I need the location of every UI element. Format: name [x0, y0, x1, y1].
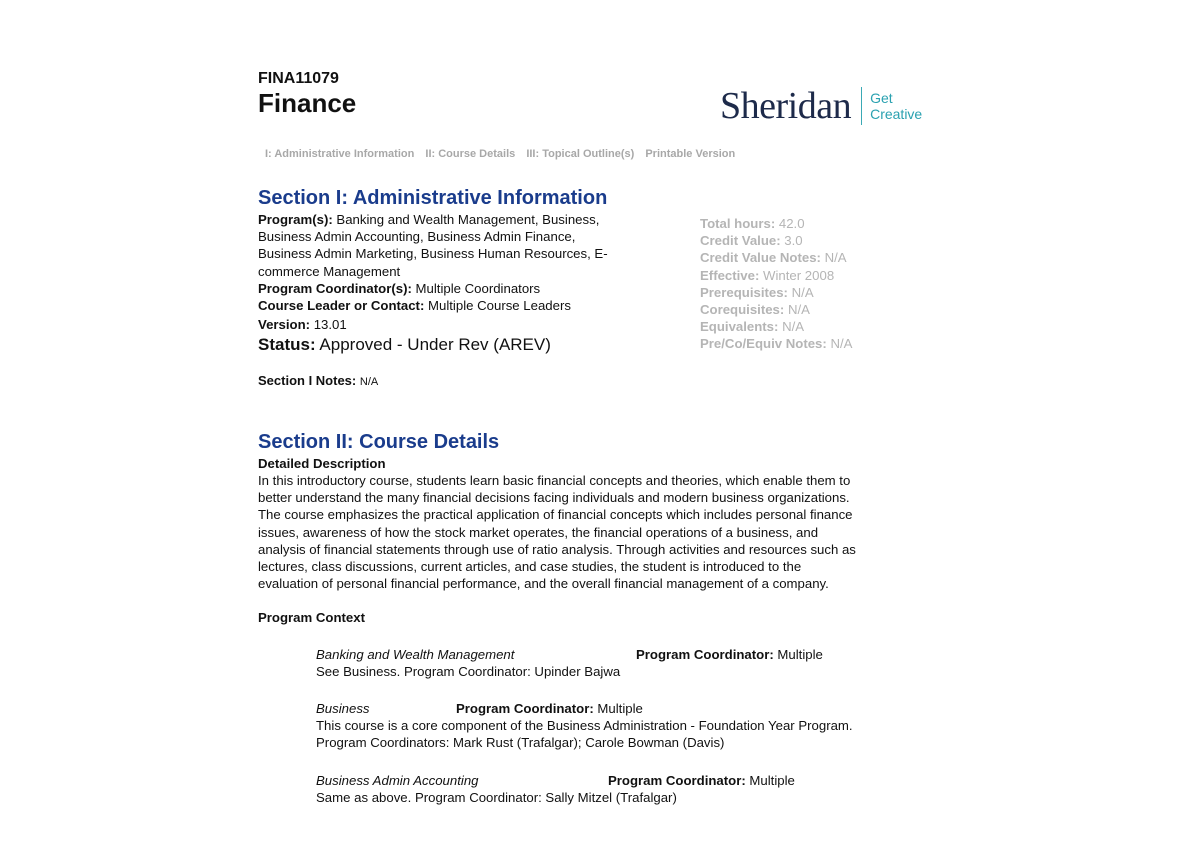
- detail-credit-value-notes: Credit Value Notes: N/A: [700, 250, 847, 266]
- course-leader: Course Leader or Contact: Multiple Course Leaders: [258, 298, 571, 314]
- detail-credit-value: Credit Value: 3.0: [700, 233, 803, 249]
- section1-notes: Section I Notes: N/A: [258, 373, 379, 388]
- section2-heading: Section II: Course Details: [258, 431, 500, 453]
- logo-tagline: Get Creative: [870, 90, 923, 122]
- detail-pre-co-equiv-notes: Pre/Co/Equiv Notes: N/A: [700, 336, 853, 352]
- detail-total-hours: Total hours: 42.0: [700, 216, 805, 231]
- nav-link-printable-version[interactable]: Printable Version: [645, 148, 736, 160]
- status: Status: Approved - Under Rev (AREV): [258, 335, 551, 355]
- course-title: Finance: [258, 88, 357, 118]
- course-code: FINA11079: [258, 70, 339, 87]
- section-nav: [265, 148, 743, 160]
- context-coordinator: Program Coordinator: Multiple: [456, 701, 643, 716]
- context-coordinator: Program Coordinator: Multiple: [608, 773, 795, 788]
- context-program-name: Banking and Wealth Management: [316, 647, 515, 662]
- context-text: Same as above. Program Coordinator: Sally Mitzel (Trafalgar): [316, 790, 677, 806]
- admin-info-right: [700, 215, 852, 353]
- logo-wordmark: Sheridan: [720, 85, 852, 127]
- logo-divider: [861, 87, 862, 125]
- detail-prerequisites: Prerequisites: N/A: [700, 284, 814, 300]
- context-text: Program Coordinators: Mark Rust (Trafalgar); Carole Bowman (Davis): [316, 735, 725, 751]
- context-entry-banking: [316, 646, 823, 680]
- detail-corequisites: Corequisites: N/A: [700, 302, 810, 318]
- context-text: This course is a core component of the Business Administration - Foundation Year Program.: [316, 718, 853, 734]
- detail-equivalents: Equivalents: N/A: [700, 319, 805, 335]
- nav-link-admin-info[interactable]: I: Administrative Information: [265, 148, 415, 160]
- programs: Program(s): Banking and Wealth Management, Business, Business Admin Accounting, Business Admin Finance, Business Admin Marketing, Business Human Resources, E- commerce Management: [258, 212, 608, 279]
- nav-link-course-details[interactable]: II: Course Details: [425, 148, 516, 160]
- description-heading: Detailed Description: [258, 456, 386, 471]
- program-coordinators: Program Coordinator(s): Multiple Coordinators: [258, 280, 541, 296]
- program-context-heading: Program Context: [258, 610, 365, 625]
- context-entry-accounting: [316, 772, 795, 806]
- context-program-name: Business: [316, 701, 370, 716]
- section1-heading: Section I: Administrative Information: [258, 187, 608, 209]
- version: Version: 13.01: [258, 317, 347, 333]
- detail-effective: Effective: Winter 2008: [700, 267, 835, 283]
- admin-info-left: [258, 211, 678, 356]
- context-text: See Business. Program Coordinator: Upinder Bajwa: [316, 664, 621, 680]
- context-entry-business: [316, 700, 853, 752]
- sheridan-logo: [720, 84, 922, 128]
- detailed-description: In this introductory course, students learn basic financial concepts and theories, which enable them to better understand the many financial decisions facing individuals and modern business organizations. The course emphasizes the practical application of financial concepts which includes personal finance issues, awareness of how the stock market operates, the financial operations of a business, and analysis of financial statements through use of ratio analysis. Through activities and resources such as lectures, class discussions, current articles, and case studies, the student is introduced to the evaluation of personal financial performance, and the overall financial management of a company.: [258, 473, 856, 592]
- context-coordinator: Program Coordinator: Multiple: [636, 647, 823, 662]
- nav-link-topical-outline[interactable]: III: Topical Outline(s): [526, 148, 635, 160]
- context-program-name: Business Admin Accounting: [316, 773, 479, 788]
